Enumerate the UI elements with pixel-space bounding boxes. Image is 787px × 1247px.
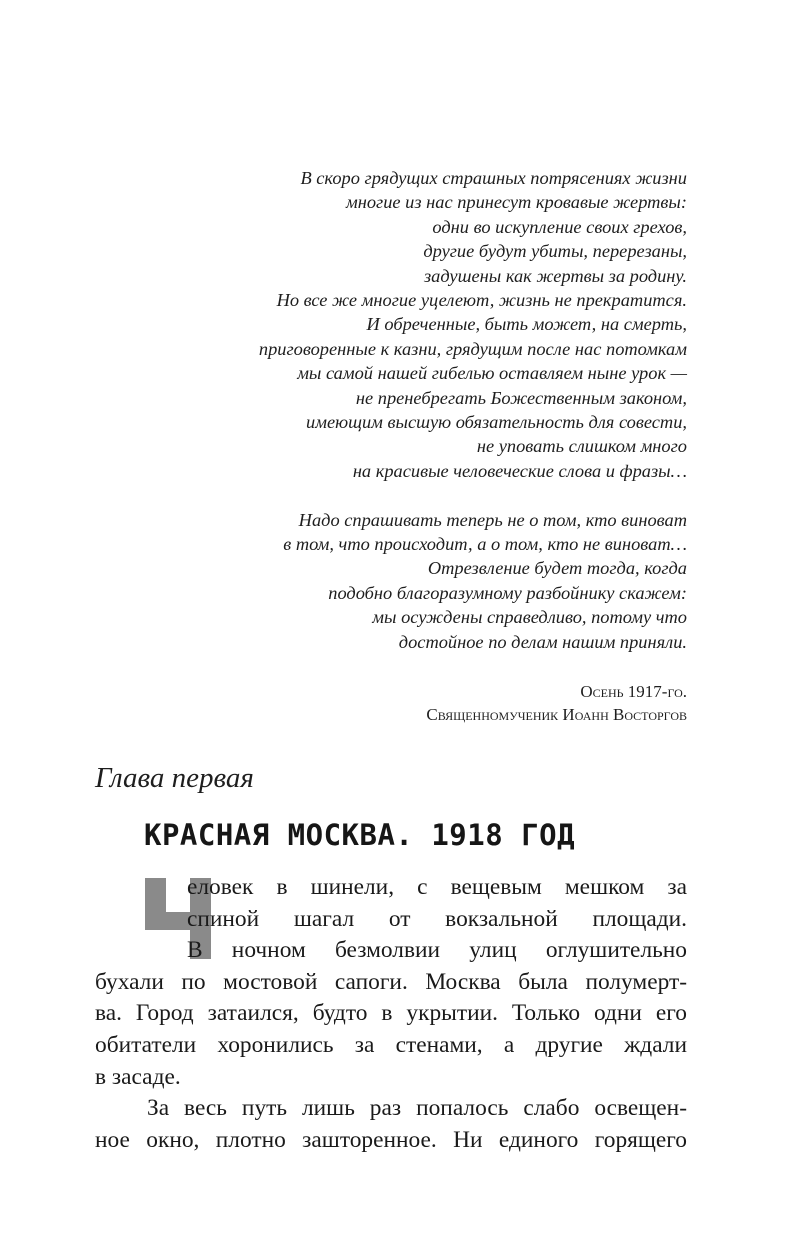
epigraph-stanza-1 (200, 166, 687, 483)
epigraph-line: многие из нас принесут кровавые жертвы: (345, 192, 687, 213)
body-line: За весь путь лишь раз попалось слабо освещен- (147, 1095, 687, 1122)
body-line: в засаде. (95, 1063, 181, 1090)
attribution-author: Священномученик Иоанн Восторгов (426, 705, 687, 724)
epigraph-line: другие будут убиты, перерезаны, (423, 241, 687, 262)
body-line: ное окно, плотно зашторенное. Ни единого горящего (95, 1126, 687, 1153)
epigraph-line: имеющим высшую обязательность для совести, (306, 412, 687, 433)
body-line: бухали по мостовой сапоги. Москва была полумерт- (95, 968, 687, 995)
epigraph-line: не пренебрегать Божественным законом, (355, 387, 687, 408)
attribution-date: Осень 1917-го. (580, 682, 687, 701)
chapter-title: КРАСНАЯ МОСКВА. 1918 ГОД (144, 818, 576, 852)
chapter-label: Глава первая (95, 762, 254, 794)
epigraph-line: мы самой нашей гибелью оставляем ныне урок — (297, 363, 687, 384)
epigraph-line: задушены как жертвы за родину. (424, 265, 687, 286)
epigraph-line: на красивые человеческие слова и фразы… (352, 460, 687, 481)
epigraph-line: достойное по делам нашим приняли. (398, 631, 687, 652)
epigraph-line: Но все же многие уцелеют, жизнь не прекратится. (276, 290, 687, 311)
epigraph-line: одни во искупление своих грехов, (432, 216, 687, 237)
epigraph-line: Отрезвление будет тогда, когда (427, 558, 687, 579)
body-line: еловек в шинели, с вещевым мешком за (187, 874, 687, 900)
epigraph (200, 166, 687, 654)
epigraph-stanza-2 (200, 508, 687, 654)
paragraph-1 (95, 872, 687, 1093)
body-line: ва. Город затаился, будто в укрытии. Только одни его (95, 1000, 687, 1027)
epigraph-line: не уповать слишком много (476, 436, 687, 457)
epigraph-line: приговоренные к казни, грядущим после нас потомкам (258, 338, 687, 359)
epigraph-line: В скоро грядущих страшных потрясениях жизни (300, 168, 687, 188)
body-text (95, 872, 687, 1156)
body-line: спиной шагал от вокзальной площади. (187, 905, 687, 932)
epigraph-line: подобно благоразумному разбойнику скажем: (328, 582, 687, 603)
epigraph-line: Надо спрашивать теперь не о том, кто виноват (298, 509, 687, 530)
body-line: В ночном безмолвии улиц оглушительно (187, 937, 687, 964)
epigraph-line: в том, что происходит, а о том, кто не виноват… (283, 534, 687, 555)
paragraph-2 (95, 1093, 687, 1156)
epigraph-line: И обреченные, быть может, на смерть, (366, 314, 687, 335)
epigraph-attribution (300, 680, 687, 726)
body-line: обитатели хоронились за стенами, а другие ждали (95, 1031, 687, 1058)
epigraph-line: мы осуждены справедливо, потому что (372, 607, 687, 628)
